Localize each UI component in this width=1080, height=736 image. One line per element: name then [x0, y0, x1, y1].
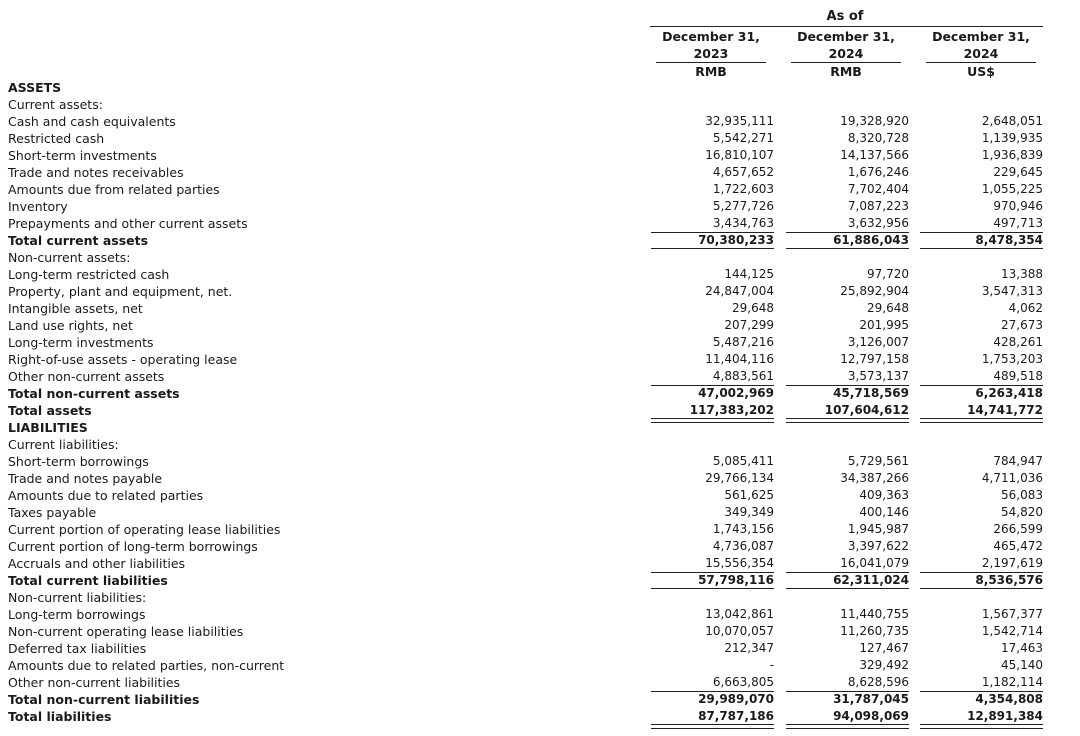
table-row — [0, 674, 1080, 691]
row-label: Current portion of operating lease liabilities — [8, 522, 281, 537]
row-value: 784,947 — [993, 454, 1043, 468]
row-value: 3,397,622 — [847, 539, 909, 553]
column-date-label: December 31, 2023 — [656, 28, 766, 63]
row-value: 5,487,216 — [712, 335, 774, 349]
table-row — [0, 368, 1080, 385]
row-label: ASSETS — [8, 80, 62, 95]
table-row — [0, 640, 1080, 657]
row-value: 1,139,935 — [981, 131, 1043, 145]
row-label: Amounts due to related parties — [8, 488, 204, 503]
row-label: Non-current assets: — [8, 250, 131, 265]
row-value: 97,720 — [867, 267, 909, 281]
column-date-label: December 31, 2024 — [791, 28, 901, 63]
row-value: 7,702,404 — [847, 182, 909, 196]
table-row — [0, 334, 1080, 351]
row-label: Trade and notes receivables — [8, 165, 184, 180]
table-row — [0, 572, 1080, 589]
row-value: 11,260,735 — [840, 624, 909, 638]
row-value: 229,645 — [993, 165, 1043, 179]
row-label: Long-term restricted cash — [8, 267, 170, 282]
table-row — [0, 300, 1080, 317]
row-value: 12,891,384 — [967, 709, 1043, 723]
row-value: 29,989,070 — [698, 692, 774, 706]
row-value: 1,542,714 — [981, 624, 1043, 638]
row-value: 7,087,223 — [847, 199, 909, 213]
row-value: 561,625 — [724, 488, 774, 502]
row-value: 27,673 — [1001, 318, 1043, 332]
table-row — [0, 113, 1080, 130]
row-label: Total non-current liabilities — [8, 692, 200, 707]
row-value: 1,743,156 — [712, 522, 774, 536]
table-row — [0, 79, 1080, 96]
table-row — [0, 589, 1080, 606]
row-value: 94,098,069 — [833, 709, 909, 723]
column-currency-label: RMB — [830, 64, 862, 79]
row-label: Right-of-use assets - operating lease — [8, 352, 238, 367]
table-row — [0, 147, 1080, 164]
row-value: 3,126,007 — [847, 335, 909, 349]
row-value: 329,492 — [859, 658, 909, 672]
subtotal-rule — [920, 385, 1043, 386]
row-value: 1,567,377 — [981, 607, 1043, 621]
row-value: 45,718,569 — [833, 386, 909, 400]
subtotal-rule — [920, 572, 1043, 573]
row-label: Long-term borrowings — [8, 607, 146, 622]
subtotal-rule — [786, 232, 909, 233]
column-date-label: December 31, 2024 — [926, 28, 1036, 63]
row-value: 212,347 — [724, 641, 774, 655]
row-value: 3,434,763 — [712, 216, 774, 230]
column-header-2023-rmb — [650, 28, 772, 80]
row-label: Current assets: — [8, 97, 103, 112]
row-value: 13,042,861 — [705, 607, 774, 621]
row-value: 11,404,116 — [705, 352, 774, 366]
row-value: 57,798,116 — [698, 573, 774, 587]
as-of-label: As of — [826, 9, 864, 24]
row-value: 144,125 — [724, 267, 774, 281]
row-value: 428,261 — [993, 335, 1043, 349]
table-row — [0, 657, 1080, 674]
row-label: Total non-current assets — [8, 386, 180, 401]
row-value: 400,146 — [859, 505, 909, 519]
row-value: 207,299 — [724, 318, 774, 332]
row-value: 14,137,566 — [840, 148, 909, 162]
row-label: Short-term investments — [8, 148, 157, 163]
table-row — [0, 215, 1080, 232]
row-value: 3,632,956 — [847, 216, 909, 230]
row-label: Long-term investments — [8, 335, 154, 350]
row-label: Taxes payable — [8, 505, 97, 520]
row-value: 14,741,772 — [967, 403, 1043, 417]
subtotal-rule — [651, 385, 774, 386]
table-row — [0, 283, 1080, 300]
row-value: 13,388 — [1001, 267, 1043, 281]
row-value: 1,676,246 — [847, 165, 909, 179]
row-value: 54,820 — [1001, 505, 1043, 519]
row-value: 16,041,079 — [840, 556, 909, 570]
row-value: 5,729,561 — [847, 454, 909, 468]
row-value: 266,599 — [993, 522, 1043, 536]
row-value: 45,140 — [1001, 658, 1043, 672]
row-value: 1,753,203 — [981, 352, 1043, 366]
table-row — [0, 623, 1080, 640]
row-value: 32,935,111 — [705, 114, 774, 128]
row-value: 2,197,619 — [981, 556, 1043, 570]
table-header — [0, 0, 1080, 80]
row-value: 6,663,805 — [712, 675, 774, 689]
row-value: 497,713 — [993, 216, 1043, 230]
row-value: - — [769, 658, 774, 672]
row-label: Inventory — [8, 199, 68, 214]
row-value: 465,472 — [993, 539, 1043, 553]
column-currency-label: US$ — [967, 64, 995, 79]
row-value: 56,083 — [1001, 488, 1043, 502]
row-label: Non-current operating lease liabilities — [8, 624, 244, 639]
row-label: Property, plant and equipment, net. — [8, 284, 233, 299]
table-row — [0, 351, 1080, 368]
row-value: 8,320,728 — [847, 131, 909, 145]
table-row — [0, 504, 1080, 521]
row-label: Total current assets — [8, 233, 149, 248]
row-value: 409,363 — [859, 488, 909, 502]
row-value: 4,354,808 — [975, 692, 1043, 706]
row-label: Amounts due from related parties — [8, 182, 220, 197]
table-row — [0, 708, 1080, 725]
column-currency-label: RMB — [695, 64, 727, 79]
double-rule — [651, 724, 774, 729]
subtotal-rule — [786, 691, 909, 692]
row-label: Restricted cash — [8, 131, 105, 146]
table-row — [0, 521, 1080, 538]
row-value: 201,995 — [859, 318, 909, 332]
row-value: 349,349 — [724, 505, 774, 519]
row-value: 970,946 — [993, 199, 1043, 213]
table-row — [0, 198, 1080, 215]
row-value: 47,002,969 — [698, 386, 774, 400]
row-value: 1,722,603 — [712, 182, 774, 196]
table-row — [0, 487, 1080, 504]
row-label: Short-term borrowings — [8, 454, 149, 469]
table-row — [0, 419, 1080, 436]
subtotal-rule — [651, 572, 774, 573]
subtotal-rule — [651, 691, 774, 692]
row-value: 34,387,266 — [840, 471, 909, 485]
table-row — [0, 385, 1080, 402]
row-label: Other non-current assets — [8, 369, 165, 384]
row-label: Amounts due to related parties, non-current — [8, 658, 285, 673]
row-value: 19,328,920 — [840, 114, 909, 128]
subtotal-rule — [786, 385, 909, 386]
row-value: 4,711,036 — [981, 471, 1043, 485]
row-value: 1,182,114 — [981, 675, 1043, 689]
subtotal-rule — [920, 691, 1043, 692]
row-label: Non-current liabilities: — [8, 590, 147, 605]
row-value: 12,797,158 — [840, 352, 909, 366]
table-row — [0, 130, 1080, 147]
row-value: 127,467 — [859, 641, 909, 655]
double-rule — [920, 724, 1043, 729]
row-label: Prepayments and other current assets — [8, 216, 248, 231]
row-value: 31,787,045 — [833, 692, 909, 706]
table-row — [0, 538, 1080, 555]
row-value: 3,547,313 — [981, 284, 1043, 298]
row-value: 6,263,418 — [975, 386, 1043, 400]
row-value: 17,463 — [1001, 641, 1043, 655]
row-label: Current portion of long-term borrowings — [8, 539, 258, 554]
table-row — [0, 96, 1080, 113]
row-label: Total liabilities — [8, 709, 112, 724]
table-row — [0, 555, 1080, 572]
row-value: 16,810,107 — [705, 148, 774, 162]
row-value: 5,277,726 — [712, 199, 774, 213]
row-value: 8,628,596 — [847, 675, 909, 689]
table-row — [0, 470, 1080, 487]
row-label: Intangible assets, net — [8, 301, 143, 316]
row-label: Total assets — [8, 403, 92, 418]
row-value: 5,085,411 — [712, 454, 774, 468]
row-value: 4,062 — [1008, 301, 1043, 315]
row-value: 4,657,652 — [712, 165, 774, 179]
table-row — [0, 232, 1080, 249]
row-value: 1,945,987 — [847, 522, 909, 536]
row-label: Cash and cash equivalents — [8, 114, 176, 129]
row-value: 87,787,186 — [698, 709, 774, 723]
row-value: 4,883,561 — [712, 369, 774, 383]
table-row — [0, 266, 1080, 283]
row-value: 29,766,134 — [705, 471, 774, 485]
subtotal-rule — [920, 232, 1043, 233]
row-value: 5,542,271 — [712, 131, 774, 145]
table-row — [0, 691, 1080, 708]
double-rule — [786, 724, 909, 729]
row-label: Total current liabilities — [8, 573, 168, 588]
row-value: 489,518 — [993, 369, 1043, 383]
as-of-rule — [650, 26, 1043, 27]
row-value: 62,311,024 — [833, 573, 909, 587]
row-value: 1,936,839 — [981, 148, 1043, 162]
row-label: Other non-current liabilities — [8, 675, 181, 690]
row-value: 29,648 — [732, 301, 774, 315]
table-row — [0, 249, 1080, 266]
row-label: Accruals and other liabilities — [8, 556, 186, 571]
row-label: Trade and notes payable — [8, 471, 163, 486]
row-value: 8,478,354 — [975, 233, 1043, 247]
row-value: 11,440,755 — [840, 607, 909, 621]
row-label: Land use rights, net — [8, 318, 133, 333]
table-row — [0, 317, 1080, 334]
column-header-2024-rmb — [785, 28, 907, 80]
row-value: 25,892,904 — [840, 284, 909, 298]
balance-sheet-table — [0, 79, 1080, 725]
row-value: 29,648 — [867, 301, 909, 315]
row-value: 10,070,057 — [705, 624, 774, 638]
table-row — [0, 436, 1080, 453]
table-row — [0, 453, 1080, 470]
row-value: 8,536,576 — [975, 573, 1043, 587]
row-value: 2,648,051 — [981, 114, 1043, 128]
row-value: 70,380,233 — [698, 233, 774, 247]
row-value: 3,573,137 — [847, 369, 909, 383]
row-value: 4,736,087 — [712, 539, 774, 553]
table-row — [0, 402, 1080, 419]
subtotal-rule — [786, 572, 909, 573]
row-value: 117,383,202 — [689, 403, 774, 417]
table-row — [0, 606, 1080, 623]
column-header-2024-usd — [920, 28, 1042, 80]
row-value: 24,847,004 — [705, 284, 774, 298]
row-label: Deferred tax liabilities — [8, 641, 147, 656]
table-row — [0, 164, 1080, 181]
row-value: 107,604,612 — [824, 403, 909, 417]
row-label: LIABILITIES — [8, 420, 88, 435]
row-value: 15,556,354 — [705, 556, 774, 570]
subtotal-rule — [651, 232, 774, 233]
row-value: 61,886,043 — [833, 233, 909, 247]
row-label: Current liabilities: — [8, 437, 119, 452]
table-row — [0, 181, 1080, 198]
row-value: 1,055,225 — [981, 182, 1043, 196]
